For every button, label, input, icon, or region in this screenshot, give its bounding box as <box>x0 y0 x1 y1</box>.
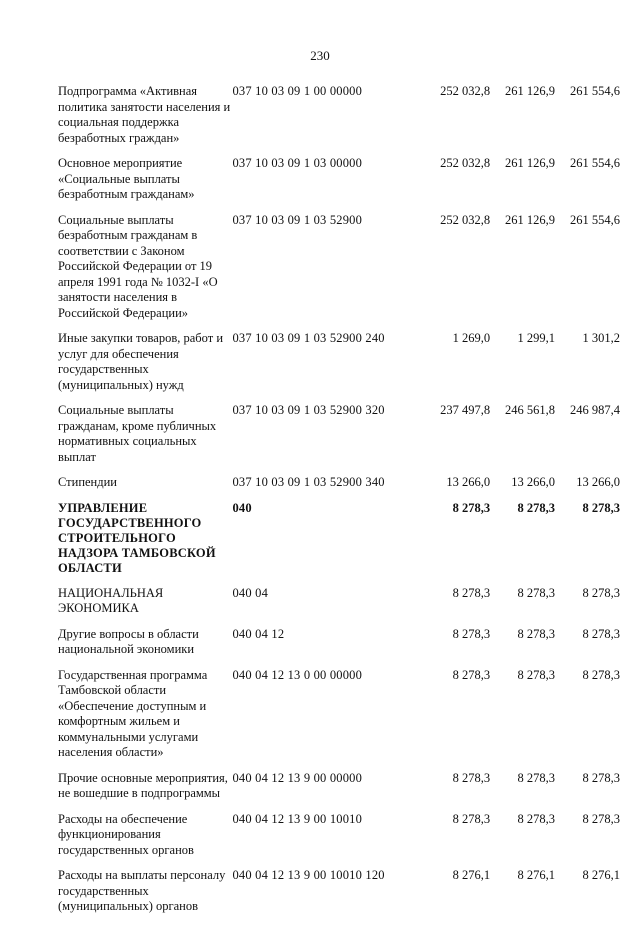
row-value-1: 8 278,3 <box>452 500 491 515</box>
row-value-3: 261 554,6 <box>570 156 620 170</box>
row-codes: 040 <box>232 500 252 515</box>
row-value-1: 252 032,8 <box>440 212 491 227</box>
table-row <box>58 331 620 403</box>
table-row <box>58 812 620 869</box>
row-value-2: 8 278,3 <box>517 811 556 826</box>
row-value-1: 8 276,1 <box>452 868 491 882</box>
row-value-1: 237 497,8 <box>440 403 491 417</box>
row-name: Социальные выплаты безработным гражданам в соответствии с Законом Российской Федерации от 19 апреля 1991 года № 1032-I «О занятости населения в Российской Федерации» <box>58 212 218 320</box>
row-value-1: 13 266,0 <box>446 475 491 489</box>
row-name: Прочие основные мероприятия, не вошедшие в подпрограммы <box>58 770 228 800</box>
table-row <box>58 586 620 627</box>
row-value-2: 8 278,3 <box>517 500 556 515</box>
row-value-2: 8 276,1 <box>517 868 556 882</box>
row-codes: 040 04 12 13 0 00 00000 <box>232 667 363 682</box>
row-value-3: 8 276,1 <box>582 868 620 882</box>
row-codes: 040 04 12 <box>232 626 285 641</box>
row-name: НАЦИОНАЛЬНАЯ ЭКОНОМИКА <box>58 585 164 615</box>
row-value-2: 261 126,9 <box>505 212 556 227</box>
row-name: Расходы на обеспечение функционирования государственных органов <box>58 811 194 857</box>
row-value-3: 8 278,3 <box>582 811 620 826</box>
row-value-2: 8 278,3 <box>517 770 556 785</box>
row-name: Расходы на выплаты персоналу государственных (муниципальных) органов <box>58 868 226 913</box>
row-codes: 037 10 03 09 1 03 52900 320 <box>232 403 385 417</box>
row-value-1: 1 269,0 <box>452 331 491 345</box>
row-codes: 040 04 12 13 9 00 10010 120 <box>232 868 385 882</box>
row-value-2: 13 266,0 <box>511 475 556 489</box>
row-name: Иные закупки товаров, работ и услуг для обеспечения государственных (муниципальных) нужд <box>58 331 224 392</box>
row-codes: 040 04 12 13 9 00 00000 <box>232 770 363 785</box>
table-row <box>58 771 620 812</box>
row-value-3: 8 278,3 <box>582 626 620 641</box>
row-value-2: 8 278,3 <box>517 626 556 641</box>
row-name: Стипендии <box>58 475 117 489</box>
row-codes: 040 04 12 13 9 00 10010 <box>232 811 363 826</box>
row-codes: 037 10 03 09 1 03 52900 240 <box>232 331 385 345</box>
row-value-2: 8 278,3 <box>517 667 556 682</box>
row-value-2: 261 126,9 <box>505 156 556 170</box>
table-row <box>58 501 620 586</box>
row-value-1: 252 032,8 <box>440 156 491 170</box>
row-codes: 037 10 03 09 1 00 00000 <box>232 84 363 98</box>
row-value-3: 261 554,6 <box>570 212 620 227</box>
table-row <box>58 156 620 213</box>
row-value-3: 8 278,3 <box>582 770 620 785</box>
row-name: УПРАВЛЕНИЕ ГОСУДАРСТВЕННОГО СТРОИТЕЛЬНОГО НАДЗОРА ТАМБОВСКОЙ ОБЛАСТИ <box>58 500 216 575</box>
table-row <box>58 84 620 156</box>
table-row <box>58 475 620 501</box>
row-value-2: 1 299,1 <box>517 331 556 345</box>
row-name: Подпрограмма «Активная политика занятости населения и социальная поддержка безработных граждан» <box>58 84 231 145</box>
table-row <box>58 868 620 925</box>
row-value-3: 13 266,0 <box>576 475 620 489</box>
row-name: Государственная программа Тамбовской области «Обеспечение доступным и комфортным жильем и коммунальными услугами населения области» <box>58 667 208 759</box>
budget-table <box>58 84 620 925</box>
row-value-1: 8 278,3 <box>452 667 491 682</box>
row-value-3: 8 278,3 <box>582 585 620 600</box>
table-row <box>58 213 620 332</box>
row-value-3: 261 554,6 <box>570 84 620 98</box>
row-name: Другие вопросы в области национальной экономики <box>58 626 199 656</box>
row-value-3: 1 301,2 <box>582 331 620 345</box>
page-number: 230 <box>310 48 330 63</box>
row-codes: 037 10 03 09 1 03 52900 <box>232 212 363 227</box>
row-value-3: 8 278,3 <box>582 500 620 515</box>
row-value-1: 8 278,3 <box>452 811 491 826</box>
row-value-1: 8 278,3 <box>452 585 491 600</box>
row-name: Социальные выплаты гражданам, кроме публичных нормативных социальных выплат <box>58 403 217 464</box>
row-codes: 040 04 <box>232 585 269 600</box>
row-codes: 037 10 03 09 1 03 52900 340 <box>232 475 385 489</box>
row-value-2: 261 126,9 <box>505 84 556 98</box>
row-value-1: 8 278,3 <box>452 626 491 641</box>
row-value-2: 8 278,3 <box>517 585 556 600</box>
row-value-2: 246 561,8 <box>505 403 556 417</box>
table-row <box>58 403 620 475</box>
table-row <box>58 627 620 668</box>
row-name: Основное мероприятие «Социальные выплаты безработным гражданам» <box>58 156 195 201</box>
row-value-1: 8 278,3 <box>452 770 491 785</box>
row-value-3: 246 987,4 <box>570 403 620 417</box>
row-codes: 037 10 03 09 1 03 00000 <box>232 156 363 170</box>
row-value-1: 252 032,8 <box>440 84 491 98</box>
budget-table-body <box>58 84 620 925</box>
row-value-3: 8 278,3 <box>582 667 620 682</box>
table-row <box>58 668 620 771</box>
